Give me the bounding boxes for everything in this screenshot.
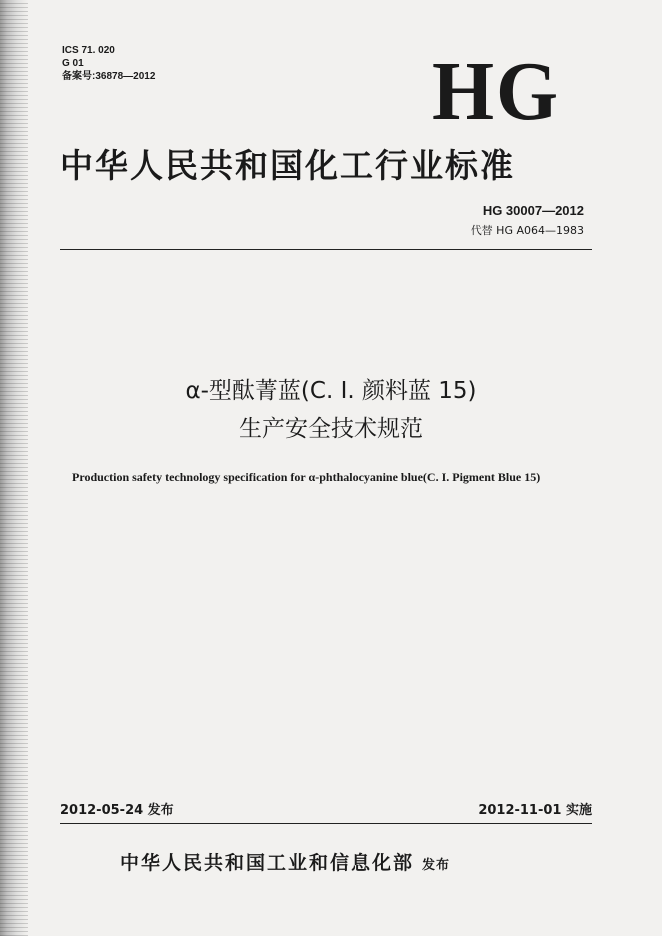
classification-code: G 01 xyxy=(62,58,84,69)
publish-date: 2012-05-24 发布 xyxy=(60,803,174,818)
standard-number: HG 30007—2012 xyxy=(482,203,584,218)
standard-header-title: 中华人民共和国化工行业标准 xyxy=(60,146,515,185)
hg-logo: HG xyxy=(432,45,560,138)
ics-code: ICS 71. 020 xyxy=(62,45,115,56)
issuer-block xyxy=(120,848,450,875)
filing-number: 备案号:36878—2012 xyxy=(62,71,156,82)
top-divider xyxy=(60,249,592,250)
bottom-divider xyxy=(60,823,592,824)
document-title-en: Production safety technology specification for α-phthalocyanine blue(C. I. Pigment Blue 15) xyxy=(72,470,541,484)
scan-edge-shadow xyxy=(0,0,28,936)
document-title-zh-line1: α-型酞菁蓝(C. I. 颜料蓝 15) xyxy=(185,378,477,404)
issuer-suffix: 发布 xyxy=(422,858,451,873)
document-title-zh-line2: 生产安全技术规范 xyxy=(239,416,423,442)
effective-date: 2012-11-01 实施 xyxy=(478,803,592,818)
metadata-block xyxy=(62,44,155,83)
issuer-name: 中华人民共和国工业和信息化部 xyxy=(120,852,415,874)
replaces-standard: 代替 HG A064—1983 xyxy=(470,224,584,237)
